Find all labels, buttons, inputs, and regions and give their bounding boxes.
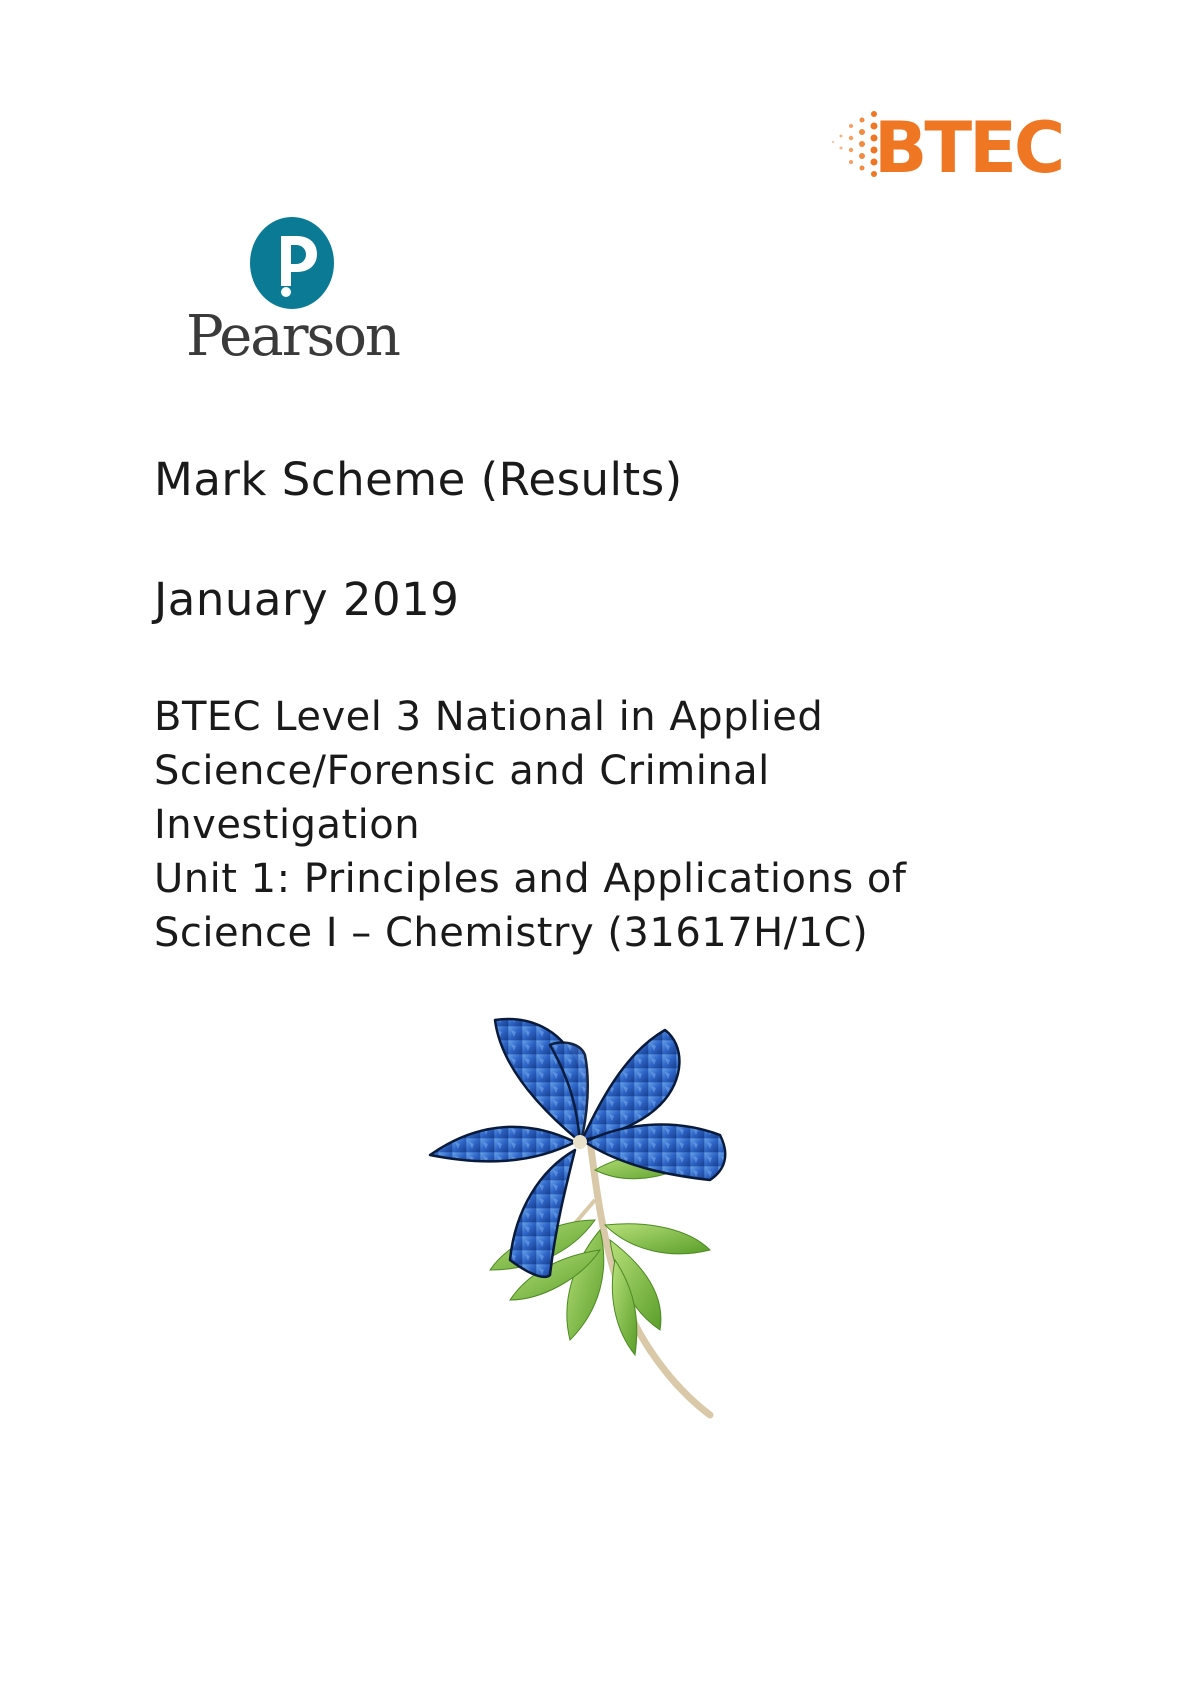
unit-line: Science I – Chemistry (31617H/1C) [154, 910, 869, 956]
pearson-p-icon [249, 216, 335, 310]
exam-session-date: January 2019 [154, 573, 460, 626]
pearson-logo [186, 210, 406, 370]
unit-line: Unit 1: Principles and Applications of [154, 856, 907, 902]
btec-wordmark: BTEC [874, 107, 1063, 189]
solar-panel-leaf-plant-image [410, 970, 800, 1450]
btec-logo [830, 106, 1063, 189]
qualification-block [154, 690, 1034, 960]
qualification-line: BTEC Level 3 National in Applied [154, 694, 824, 740]
pearson-wordmark: Pearson [186, 304, 399, 369]
qualification-line: Investigation [154, 802, 421, 848]
btec-dots-icon [830, 106, 880, 186]
document-title: Mark Scheme (Results) [154, 453, 683, 506]
qualification-line: Science/Forensic and Criminal [154, 748, 770, 794]
